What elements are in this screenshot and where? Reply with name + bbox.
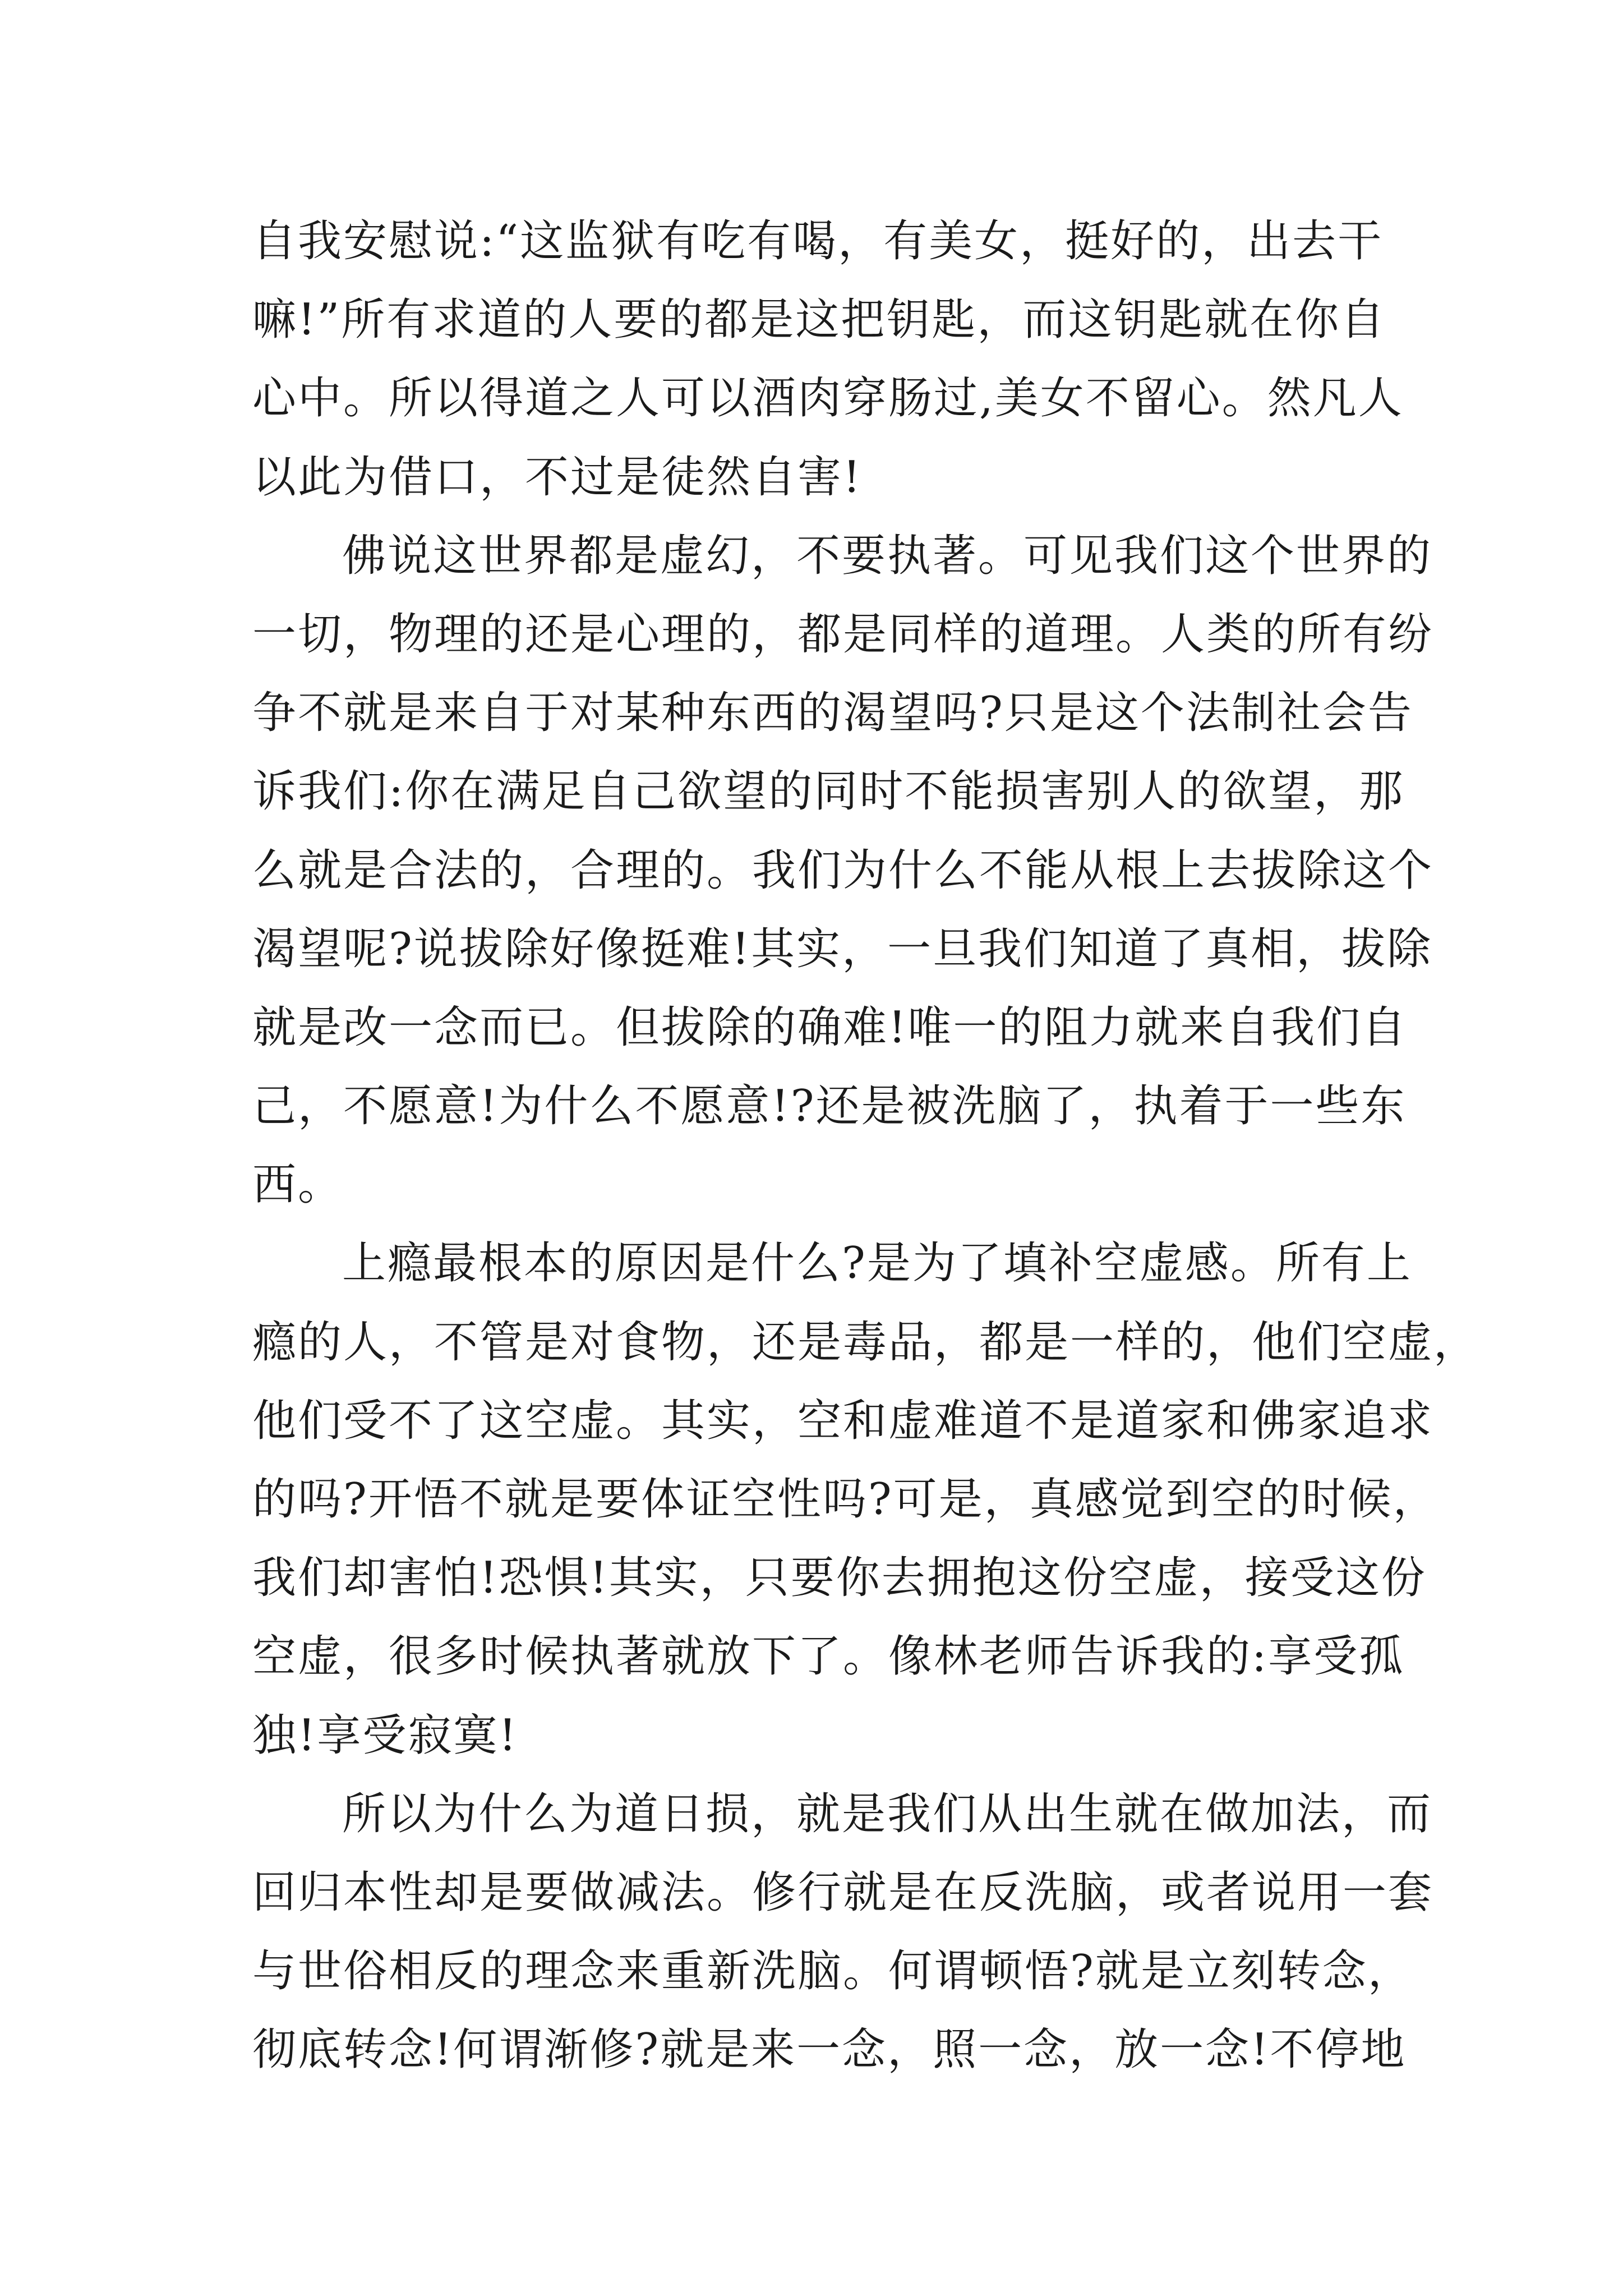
text-line: 所以为什么为道日损，就是我们从出生就在做加法，而 — [342, 1788, 1433, 1839]
text-line: 西。 — [252, 1159, 344, 1211]
text-line: 就是改一念而已。但拔除的确难!唯一的阻力就来自我们自 — [252, 1002, 1408, 1053]
paragraph-2 — [252, 517, 1434, 1225]
text-line: 我们却害怕!恐惧!其实，只要你去拥抱这份空虚，接受这份 — [252, 1553, 1427, 1604]
text-line: 嘛!”所有求道的人要的都是这把钥匙，而这钥匙就在你自 — [252, 295, 1386, 346]
text-line: 心中。所以得道之人可以酒肉穿肠过,美女不留心。然凡人 — [252, 373, 1404, 424]
text-line: 的吗?开悟不就是要体证空性吗?可是，真感觉到空的时候， — [252, 1474, 1438, 1525]
paragraph-4 — [252, 1775, 1434, 2090]
paragraph-1 — [252, 202, 1404, 517]
text-line: 上瘾最根本的原因是什么?是为了填补空虚感。所有上 — [342, 1238, 1412, 1289]
text-line: 一切，物理的还是心理的，都是同样的道理。人类的所有纷 — [252, 609, 1434, 660]
text-line: 彻底转念!何谓渐修?就是来一念，照一念，放一念!不停地 — [252, 2024, 1407, 2076]
text-line: 么就是合法的，合理的。我们为什么不能从根上去拔除这个 — [252, 845, 1434, 896]
text-line: 渴望呢?说拔除好像挺难!其实，一旦我们知道了真相，拔除 — [252, 923, 1433, 974]
text-line: 争不就是来自于对某种东西的渴望吗?只是这个法制社会告 — [252, 688, 1413, 739]
text-line: 独!享受寂寞! — [252, 1710, 518, 1761]
text-line: 以此为借口，不过是徒然自害! — [252, 452, 863, 503]
document-body — [252, 202, 1479, 2090]
text-line: 与世俗相反的理念来重新洗脑。何谓顿悟?就是立刻转念， — [252, 1946, 1413, 1997]
paragraph-3 — [252, 1224, 1479, 1774]
text-line: 瘾的人，不管是对食物，还是毒品，都是一样的，他们空虚， — [252, 1317, 1479, 1368]
text-line: 诉我们:你在满足自己欲望的同时不能损害别人的欲望，那 — [252, 766, 1405, 817]
text-line: 他们受不了这空虚。其实，空和虚难道不是道家和佛家追求 — [252, 1395, 1434, 1446]
text-line: 回归本性却是要做减法。修行就是在反洗脑，或者说用一套 — [252, 1867, 1434, 1918]
text-line: 己，不愿意!为什么不愿意!?还是被洗脑了，执着于一些东 — [252, 1081, 1407, 1132]
text-line: 空虚，很多时候执著就放下了。像林老师告诉我的:享受孤 — [252, 1631, 1405, 1682]
text-line: 自我安慰说:“这监狱有吃有喝，有美女，挺好的，出去干 — [252, 216, 1384, 266]
text-line: 佛说这世界都是虚幻，不要执著。可见我们这个世界的 — [342, 530, 1433, 581]
